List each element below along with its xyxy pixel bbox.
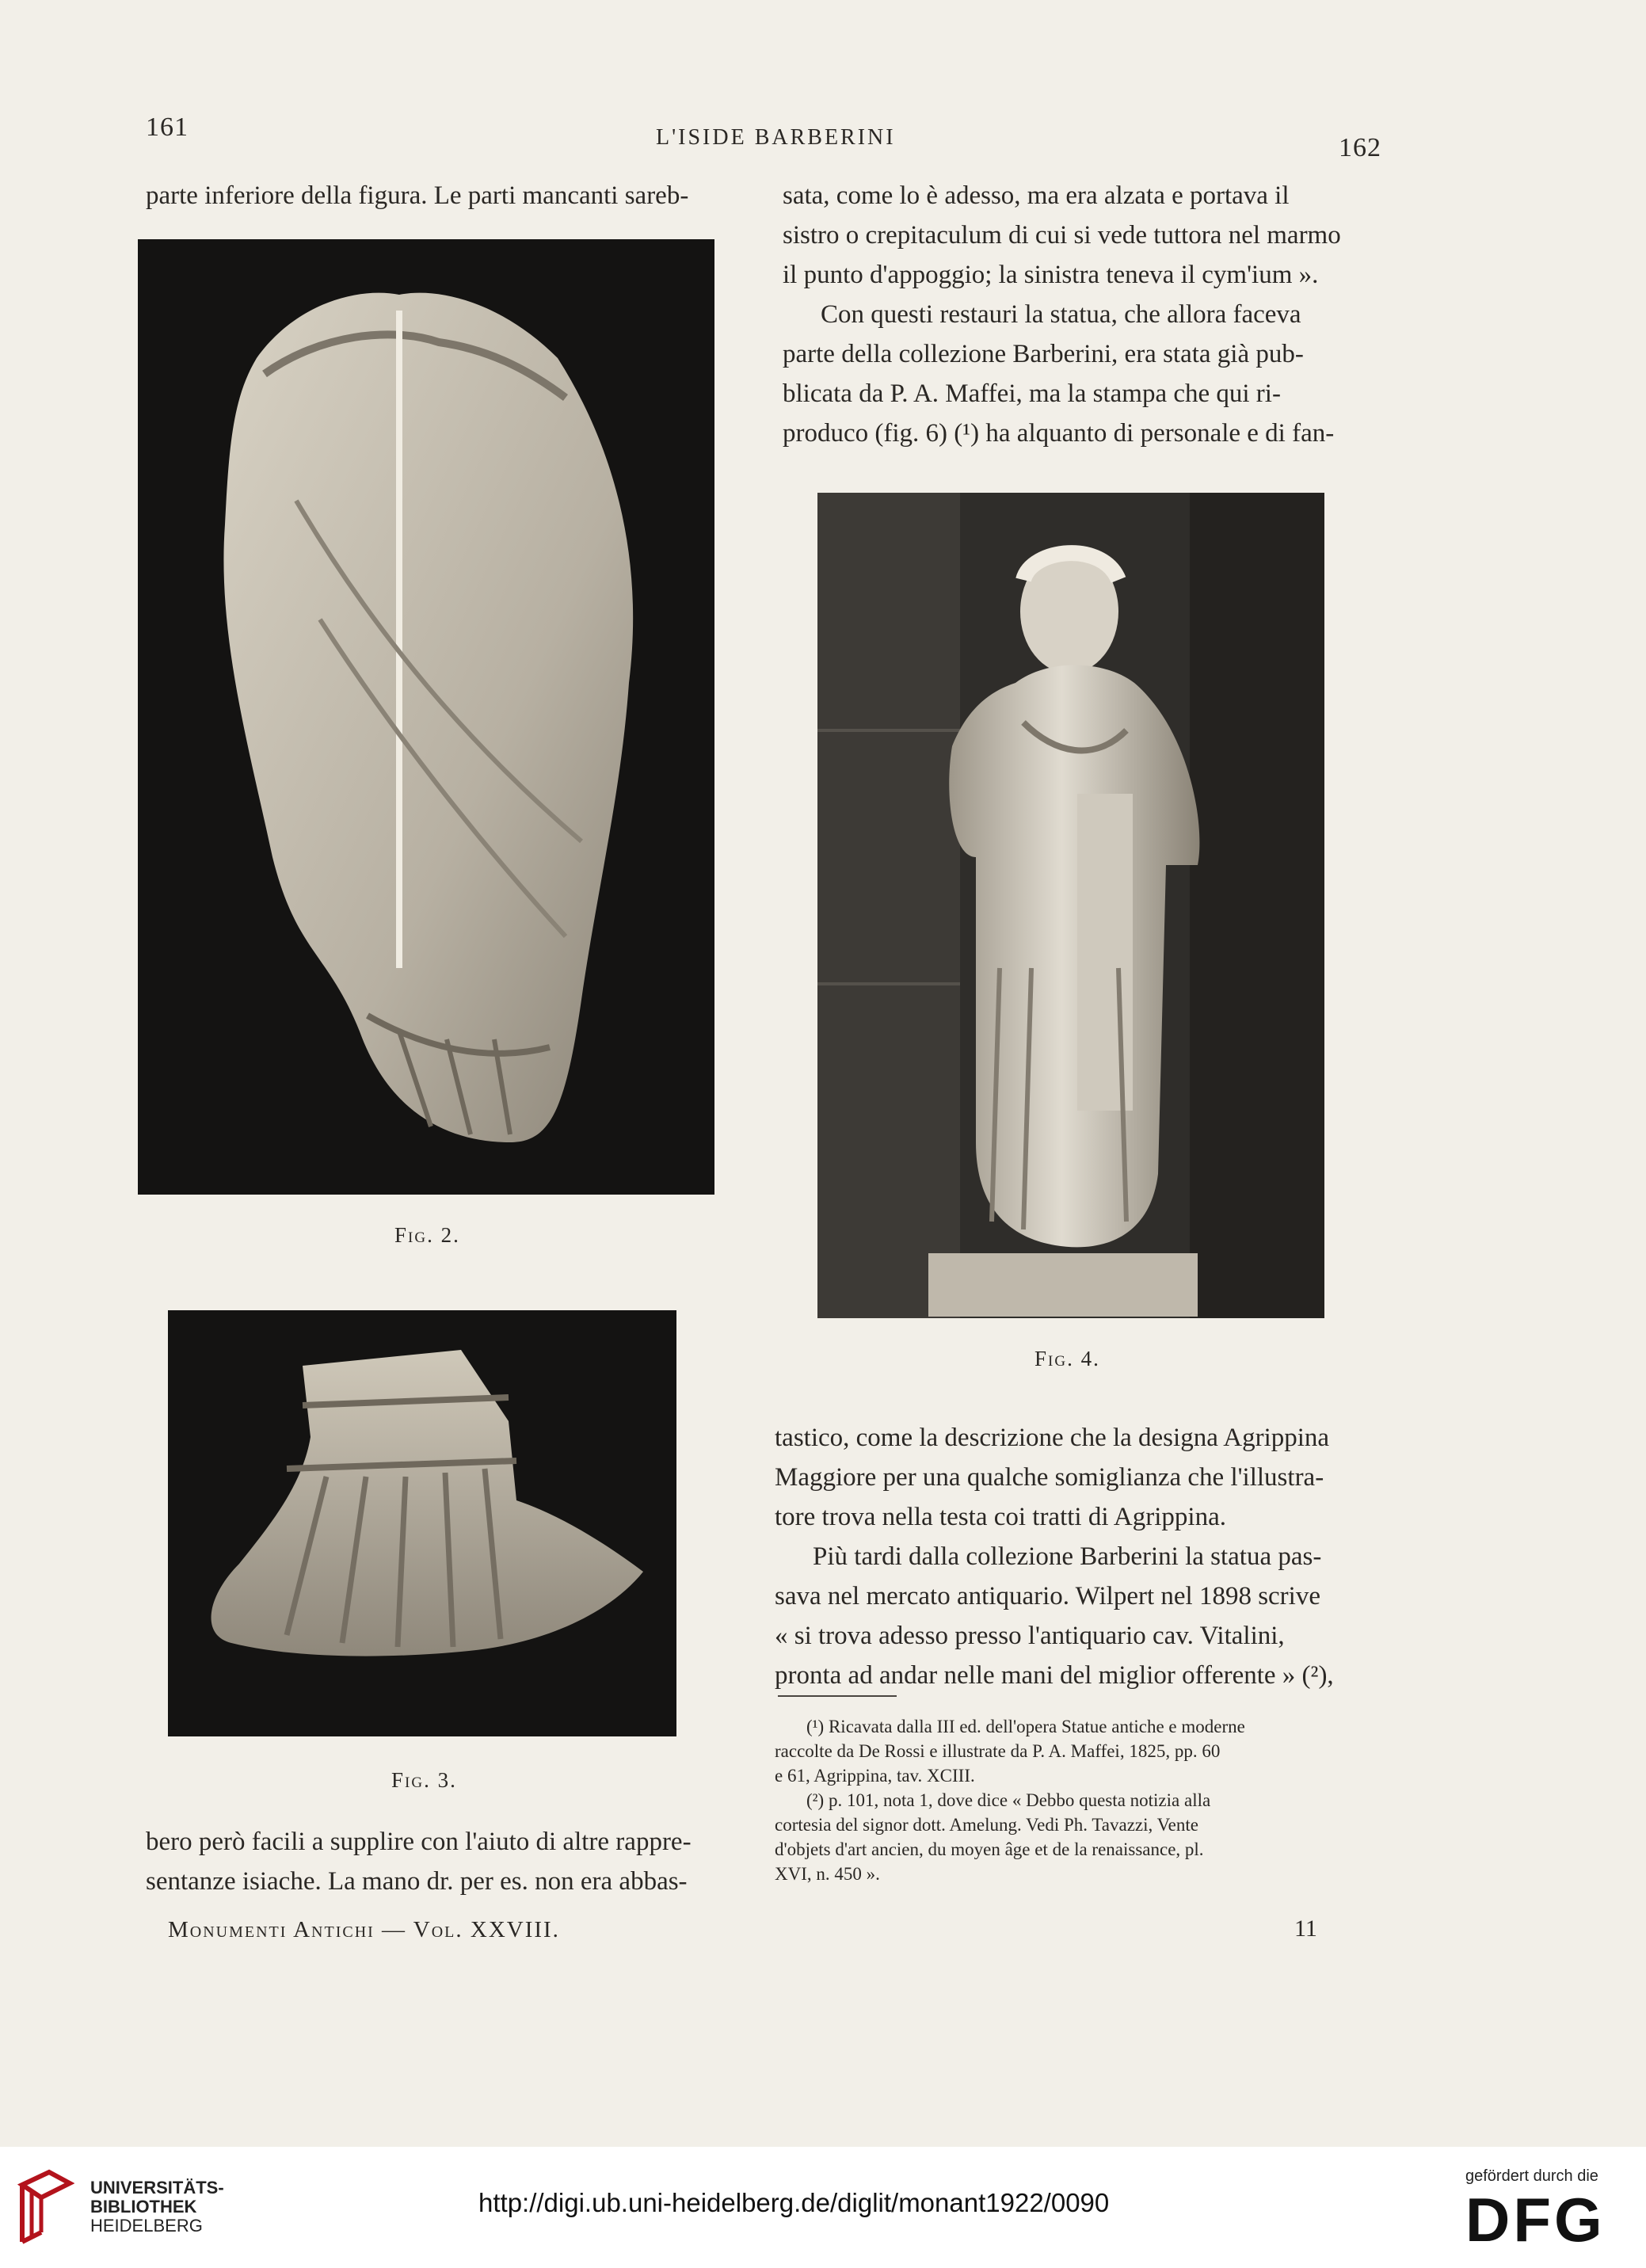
text-line: parte della collezione Barberini, era stata già pub- xyxy=(783,340,1304,368)
figure-2-caption: Fig. 2. xyxy=(394,1223,460,1247)
text-line: « si trova adesso presso l'antiquario cav. Vitalini, xyxy=(775,1622,1285,1650)
signature-left: Monumenti Antichi — Vol. XXVIII. xyxy=(168,1917,560,1942)
text-line: Più tardi dalla collezione Barberini la statua pas- xyxy=(813,1542,1322,1571)
text-line: blicata da P. A. Maffei, ma la stampa che qui ri- xyxy=(783,379,1281,408)
text-line: pronta ad andar nelle mani del miglior offerente » (²), xyxy=(775,1661,1334,1690)
right-top-text xyxy=(783,176,1369,453)
library-name-line: UNIVERSITÄTS- xyxy=(90,2178,224,2197)
text-line: sentanze isiache. La mano dr. per es. non era abbas- xyxy=(146,1867,688,1896)
figure-2-photo xyxy=(138,239,714,1195)
text-line: tore trova nella testa coi tratti di Agrippina. xyxy=(775,1503,1226,1531)
footnotes xyxy=(775,1714,1369,1886)
text-line: tastico, come la descrizione che la designa Agrippina xyxy=(775,1424,1330,1452)
library-name-line: HEIDELBERG xyxy=(90,2216,203,2236)
text-line: bero però facili a supplire con l'aiuto di altre rappre- xyxy=(146,1828,692,1856)
footer-bar xyxy=(0,2147,1646,2268)
text-line: Con questi restauri la statua, che allora faceva xyxy=(821,300,1301,329)
left-bottom-text xyxy=(146,1822,736,1901)
left-top-text xyxy=(146,176,736,215)
library-name xyxy=(90,2178,224,2236)
text-line: sava nel mercato antiquario. Wilpert nel 1898 scrive xyxy=(775,1582,1320,1610)
figure-4-photo xyxy=(817,493,1324,1318)
page-number-left: 161 xyxy=(146,112,189,142)
library-name-line: BIBLIOTHEK xyxy=(90,2197,197,2217)
text-line: Maggiore per una qualche somiglianza che l'illustra- xyxy=(775,1463,1324,1492)
funder-text: gefördert durch die xyxy=(1465,2167,1598,2185)
text-line: sata, come lo è adesso, ma era alzata e portava il xyxy=(783,181,1290,210)
footnote-rule xyxy=(778,1695,897,1697)
right-mid-text xyxy=(775,1418,1369,1695)
footnote-line: raccolte da De Rossi e illustrate da P. A. Maffei, 1825, pp. 60 xyxy=(775,1741,1221,1761)
footnote-line: (¹) Ricavata dalla III ed. dell'opera Statue antiche e moderne xyxy=(806,1717,1245,1736)
figure-3-caption: Fig. 3. xyxy=(391,1768,457,1792)
text-line: produco (fig. 6) (¹) ha alquanto di personale e di fan- xyxy=(783,419,1335,448)
text-line: il punto d'appoggio; la sinistra teneva il cym'ium ». xyxy=(783,261,1319,289)
figure-3-photo xyxy=(168,1310,676,1736)
footnote-line: XVI, n. 450 ». xyxy=(775,1864,880,1884)
footnote-line: d'objets d'art ancien, du moyen âge et de la renaissance, pl. xyxy=(775,1839,1204,1859)
text-line: sistro o crepitaculum di cui si vede tuttora nel marmo xyxy=(783,221,1341,250)
dfg-logo[interactable]: DFG xyxy=(1465,2185,1606,2255)
running-title: L'ISIDE BARBERINI xyxy=(656,125,896,150)
page-number-right: 162 xyxy=(1339,133,1381,162)
library-logo-icon[interactable] xyxy=(17,2169,74,2245)
signature-right: 11 xyxy=(1294,1915,1317,1942)
footnote-line: (²) p. 101, nota 1, dove dice « Debbo questa notizia alla xyxy=(806,1790,1211,1810)
footnote-line: cortesia del signor dott. Amelung. Vedi Ph. Tavazzi, Vente xyxy=(775,1815,1198,1835)
source-url-link[interactable]: http://digi.ub.uni-heidelberg.de/diglit/monant1922/0090 xyxy=(478,2188,1110,2217)
text-line: parte inferiore della figura. Le parti mancanti sareb- xyxy=(146,181,689,210)
footnote-line: e 61, Agrippina, tav. XCIII. xyxy=(775,1766,975,1786)
figure-4-caption: Fig. 4. xyxy=(1034,1347,1100,1370)
